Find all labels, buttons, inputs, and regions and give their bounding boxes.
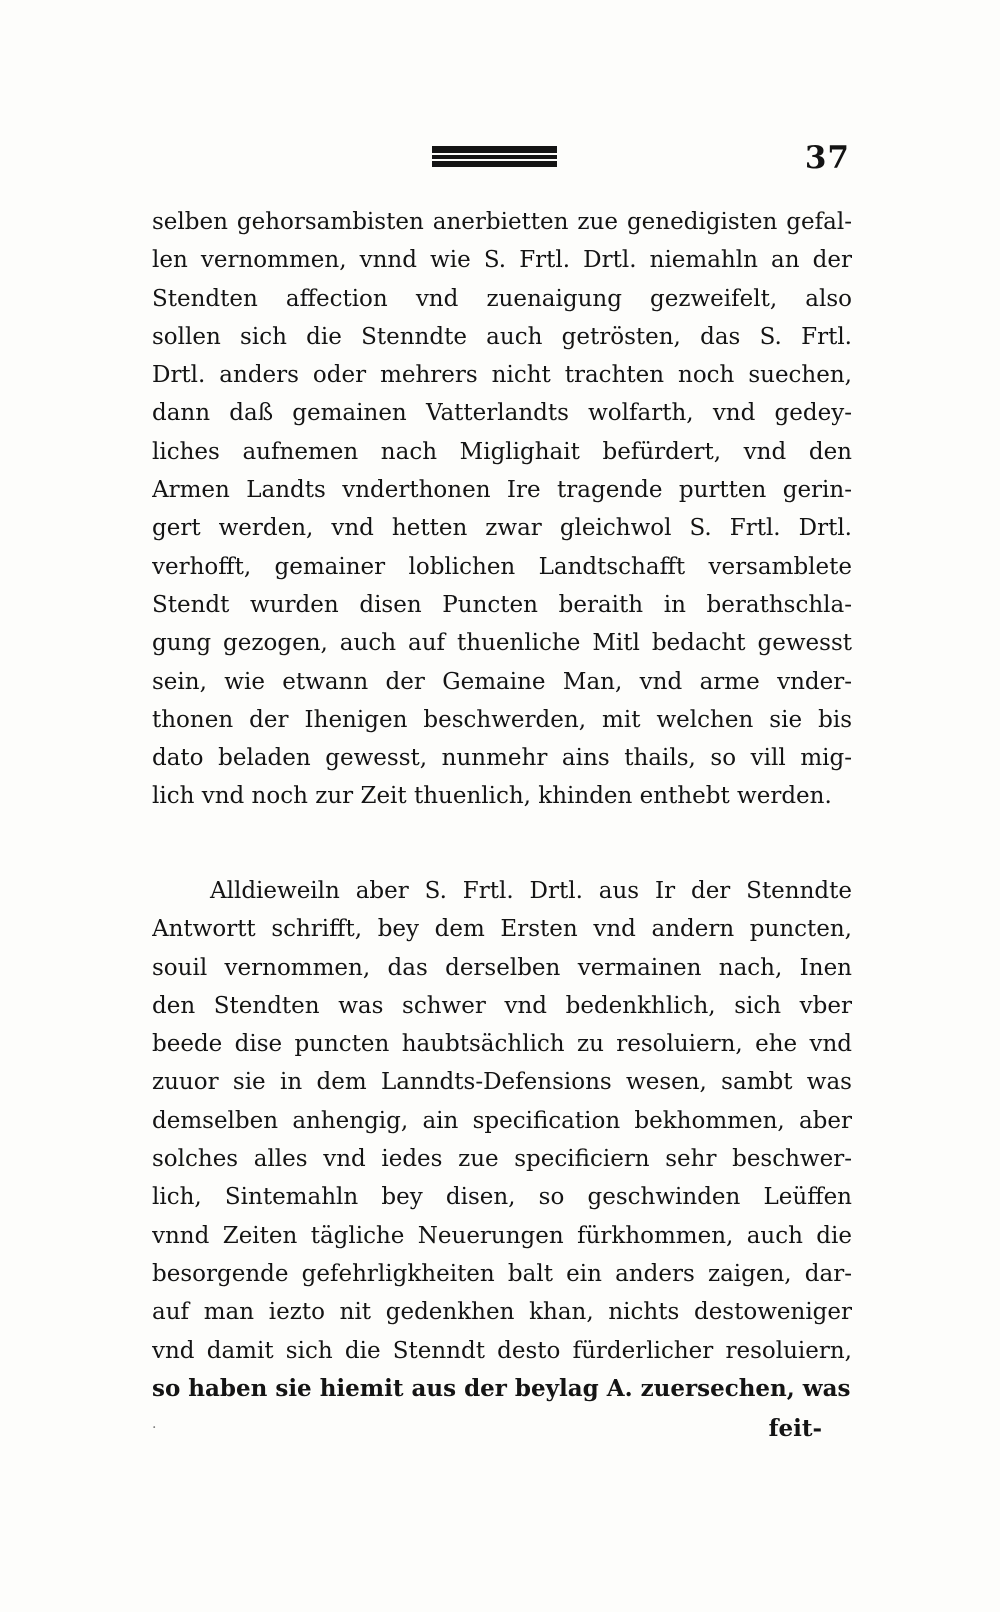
text-line: lich, Sintemahln bey disen, so geschwinden Leüffen [152, 1184, 852, 1211]
text-line: vnd damit sich die Stenndt desto fürderlicher resoluiern, [152, 1337, 852, 1364]
text-line: sollen sich die Stenndte auch getrösten, das S. Frtl. [152, 323, 852, 350]
paragraph-2 [152, 872, 852, 1408]
text-line: gert werden, vnd hetten zwar gleichwol S. Frtl. Drtl. [152, 515, 852, 542]
catchword: feit- [768, 1415, 822, 1442]
text-line: gung gezogen, auch auf thuenliche Mitl bedacht gewesst [152, 630, 852, 657]
text-line: zuuor sie in dem Lanndts-Defensions wesen, sambt was [152, 1069, 852, 1096]
text-line: verhofft, gemainer loblichen Landtschafft versamblete [152, 553, 852, 580]
text-line: Stendt wurden disen Puncten beraith in berathschla- [152, 591, 852, 618]
paragraph-1 [152, 203, 852, 816]
text-line: dann daß gemainen Vatterlandts wolfarth, vnd gedey- [152, 400, 852, 427]
header-ornament-rule [432, 146, 557, 168]
text-line: dato beladen gewesst, nunmehr ains thails, so vill mig- [152, 745, 852, 772]
text-line: auf man iezto nit gedenkhen khan, nichts destoweniger [152, 1299, 852, 1326]
ornament-bar-middle [432, 155, 557, 159]
text-line: so haben sie hiemit aus der beylag A. zuersechen, was [152, 1374, 851, 1402]
ornament-bar-bottom [432, 161, 557, 167]
text-line: vnnd Zeiten tägliche Neuerungen fürkhommen, auch die [152, 1222, 852, 1249]
text-line: solches alles vnd iedes zue specificiern sehr beschwer- [152, 1146, 852, 1173]
text-line: Alldieweiln aber S. Frtl. Drtl. aus Ir der Stenndte [210, 878, 852, 904]
text-line: demselben anhengig, ain specification bekhommen, aber [152, 1107, 852, 1134]
text-line: Drtl. anders oder mehrers nicht trachten noch suechen, [152, 362, 852, 389]
text-line: selben gehorsambisten anerbietten zue genedigisten gefal- [152, 209, 852, 235]
text-line: Stendten affection vnd zuenaigung gezweifelt, also [152, 285, 852, 312]
text-line: besorgende gefehrligkheiten balt ein anders zaigen, dar- [152, 1260, 852, 1287]
text-line: souil vernommen, das derselben vermainen nach, Inen [152, 954, 852, 981]
text-line: Armen Landts vnderthonen Ire tragende purtten gerin- [152, 477, 852, 504]
ornament-bar-top [432, 146, 557, 153]
text-line: Antwortt schrifft, bey dem Ersten vnd andern puncten, [152, 916, 852, 943]
text-line: sein, wie etwann der Gemaine Man, vnd arme vnder- [152, 668, 852, 695]
text-line: liches aufnemen nach Miglighait befürdert, vnd den [152, 438, 852, 465]
text-line: beede dise puncten haubtsächlich zu resoluiern, ehe vnd [152, 1031, 852, 1058]
text-line: lich vnd noch zur Zeit thuenlich, khinden enthebt werden. [152, 783, 832, 810]
text-line: den Stendten was schwer vnd bedenkhlich, sich vber [152, 992, 852, 1019]
text-line: thonen der Ihenigen beschwerden, mit welchen sie bis [152, 706, 852, 733]
print-speck: · [152, 1420, 157, 1436]
text-line: len vernommen, vnnd wie S. Frtl. Drtl. niemahln an der [152, 247, 852, 274]
page-number: 37 [804, 140, 850, 176]
